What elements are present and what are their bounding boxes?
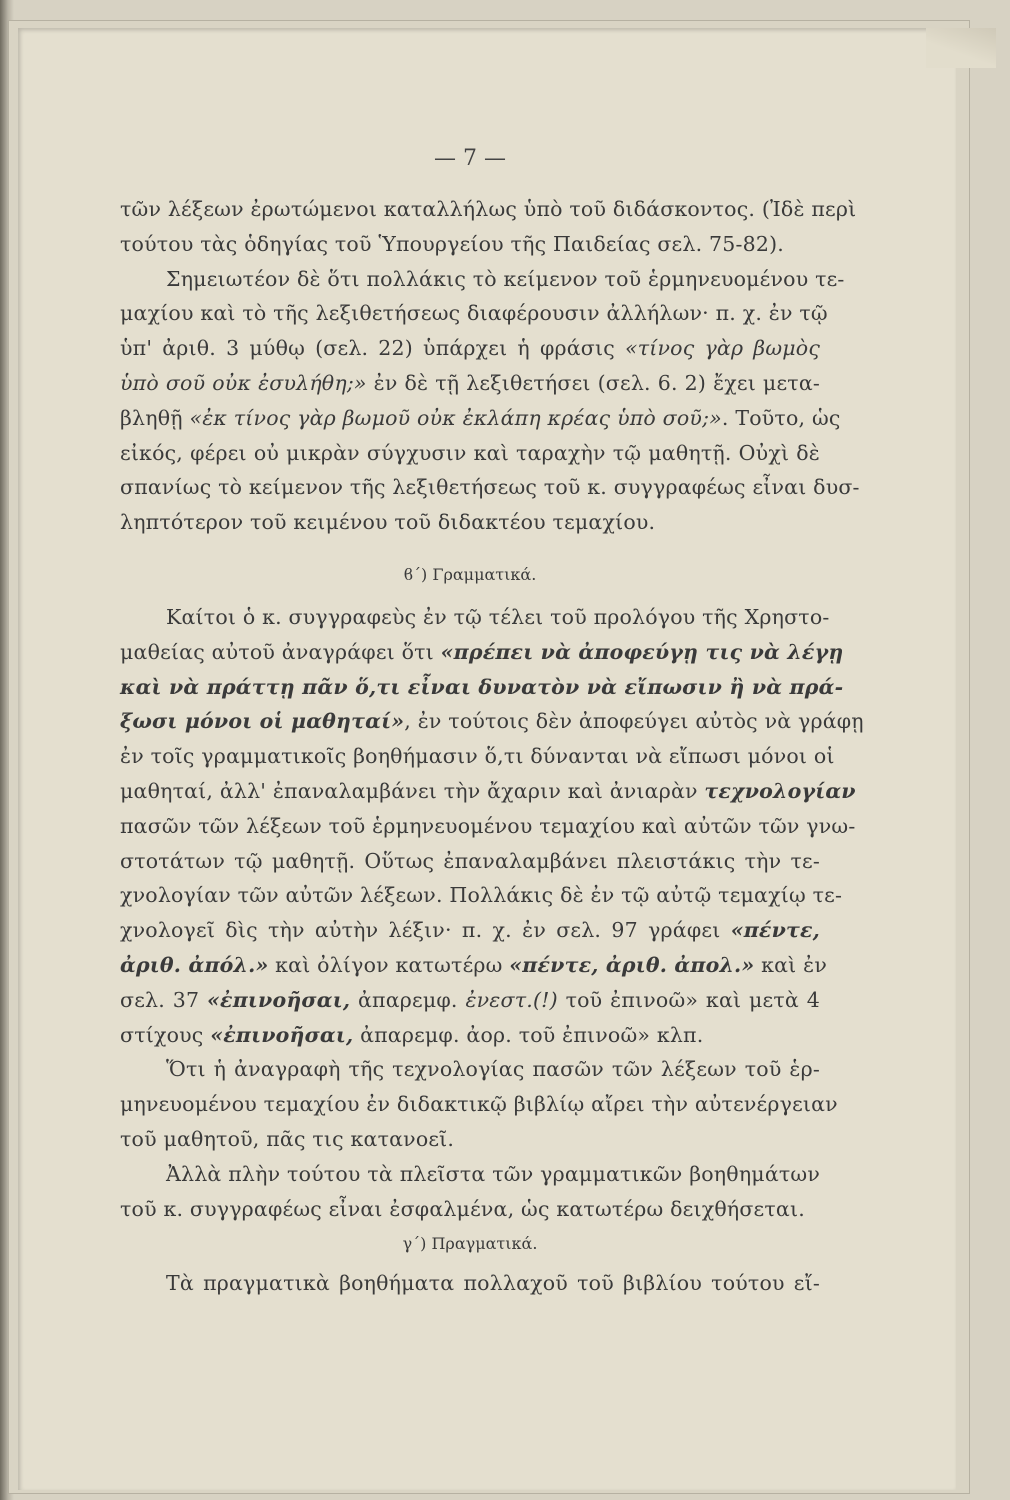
text-line: Καίτοι ὁ κ. συγγραφεὺς ἐν τῷ τέλει τοῦ προλόγου τῆς Χρηστο- — [166, 605, 830, 629]
page-number: — 7 — — [434, 146, 506, 171]
text-line: τοῦ μαθητοῦ, πᾶς τις κατανοεῖ. — [120, 1126, 455, 1151]
text-line: μαθηταί, ἀλλ' ἐπαναλαμβάνει τὴν ἄχαριν καὶ ἀνιαρὰν τεχνολογίαν — [120, 778, 856, 803]
text-line: σπανίως τὸ κείμενον τῆς λεξιθετήσεως τοῦ κ. συγγραφέως εἶναι δυσ- — [120, 475, 860, 500]
paragraph-block-1 — [120, 192, 860, 540]
text-line: Ἀλλὰ πλὴν τούτου τὰ πλεῖστα τῶν γραμματικῶν βοηθημάτων — [166, 1161, 820, 1186]
text-line: ἀριθ. ἀπόλ.» καὶ ὀλίγον κατωτέρω «πέντε, ἀριθ. ἀπολ.» καὶ ἐν — [120, 952, 827, 977]
paragraph-block-3 — [120, 1266, 820, 1301]
paragraph-block-2 — [120, 600, 864, 1226]
text-line: στίχους «ἐπινοῆσαι, ἀπαρεμφ. ἀορ. τοῦ ἐπινοῶ» κλπ. — [120, 1022, 704, 1047]
text-line: σελ. 37 «ἐπινοῆσαι, ἀπαρεμφ. ἐνεστ.(!) τοῦ ἐπινοῶ» καὶ μετὰ 4 — [120, 987, 821, 1012]
text-line: χνολογεῖ δὶς τὴν αὐτὴν λέξιν· π. χ. ἐν σελ. 97 γράφει «πέντε, — [120, 918, 820, 943]
text-line: Τὰ πραγματικὰ βοηθήματα πολλαχοῦ τοῦ βιβλίου τούτου εἴ- — [166, 1271, 820, 1295]
text-line: εἰκός, φέρει οὐ μικρὰν σύγχυσιν καὶ ταραχὴν τῷ μαθητῇ. Οὐχὶ δὲ — [120, 440, 820, 465]
text-line: μαθείας αὐτοῦ ἀναγράφει ὅτι «πρέπει νὰ ἀποφεύγῃ τις νὰ λέγῃ — [120, 639, 844, 664]
page-corner — [926, 28, 996, 68]
text-line: καὶ νὰ πράττῃ πᾶν ὅ,τι εἶναι δυνατὸν νὰ εἴπωσιν ἢ νὰ πρά- — [120, 674, 844, 699]
text-line: Σημειωτέον δὲ ὅτι πολλάκις τὸ κείμενον τοῦ ἑρμηνευομένου τε- — [166, 266, 845, 291]
text-line: ἐν τοῖς γραμματικοῖς βοηθήμασιν ὅ,τι δύνανται νὰ εἴπωσι μόνοι οἱ — [120, 744, 835, 769]
text-line: μηνευομένου τεμαχίου ἐν διδακτικῷ βιβλίῳ αἴρει τὴν αὐτενέργειαν — [120, 1092, 838, 1117]
text-line: στοτάτων τῷ μαθητῇ. Οὕτως ἐπαναλαμβάνει πλειστάκις τὴν τε- — [120, 848, 820, 873]
text-line: ὑπὸ σοῦ οὐκ ἐσυλήθη;» ἐν δὲ τῇ λεξιθετήσει (σελ. 6. 2) ἔχει μετα- — [120, 370, 820, 395]
text-line: ληπτότερον τοῦ κειμένου τοῦ διδακτέου τεμαχίου. — [120, 510, 656, 535]
text-line: ξωσι μόνοι οἱ μαθηταί», ἐν τούτοις δὲν ἀποφεύγει αὐτὸς νὰ γράφῃ — [120, 709, 864, 734]
text-line: χνολογίαν τῶν αὐτῶν λέξεων. Πολλάκις δὲ ἐν τῷ αὐτῷ τεμαχίῳ τε- — [120, 883, 843, 908]
text-line: Ὅτι ἡ ἀναγραφὴ τῆς τεχνολογίας πασῶν τῶν λέξεων τοῦ ἑρ- — [166, 1057, 820, 1082]
section-heading-grammar: ϐ΄) Γραμματικά. — [403, 565, 537, 584]
text-line: τούτου τὰς ὁδηγίας τοῦ Ὑπουργείου τῆς Παιδείας σελ. 75-82). — [120, 231, 785, 256]
section-heading-realia: γ΄) Πραγματικά. — [402, 1234, 538, 1253]
text-line: τῶν λέξεων ἐρωτώμενοι καταλλήλως ὑπὸ τοῦ διδάσκοντος. (Ἰδὲ περὶ — [120, 197, 857, 221]
text-line: πασῶν τῶν λέξεων τοῦ ἑρμηνευομένου τεμαχίου καὶ αὐτῶν τῶν γνω- — [120, 813, 856, 838]
text-line: ὑπ' ἀριθ. 3 μύθῳ (σελ. 22) ὑπάρχει ἡ φράσις «τίνος γὰρ βωμὸς — [120, 336, 820, 361]
text-line: μαχίου καὶ τὸ τῆς λεξιθετήσεως διαφέρουσιν ἀλλήλων· π. χ. ἐν τῷ — [120, 301, 828, 326]
text-line: τοῦ κ. συγγραφέως εἶναι ἐσφαλμένα, ὡς κατωτέρω δειχθήσεται. — [120, 1196, 805, 1221]
text-line: βληθῇ «ἐκ τίνος γὰρ βωμοῦ οὐκ ἐκλάπη κρέας ὑπὸ σοῦ;». Τοῦτο, ὡς — [120, 405, 841, 430]
